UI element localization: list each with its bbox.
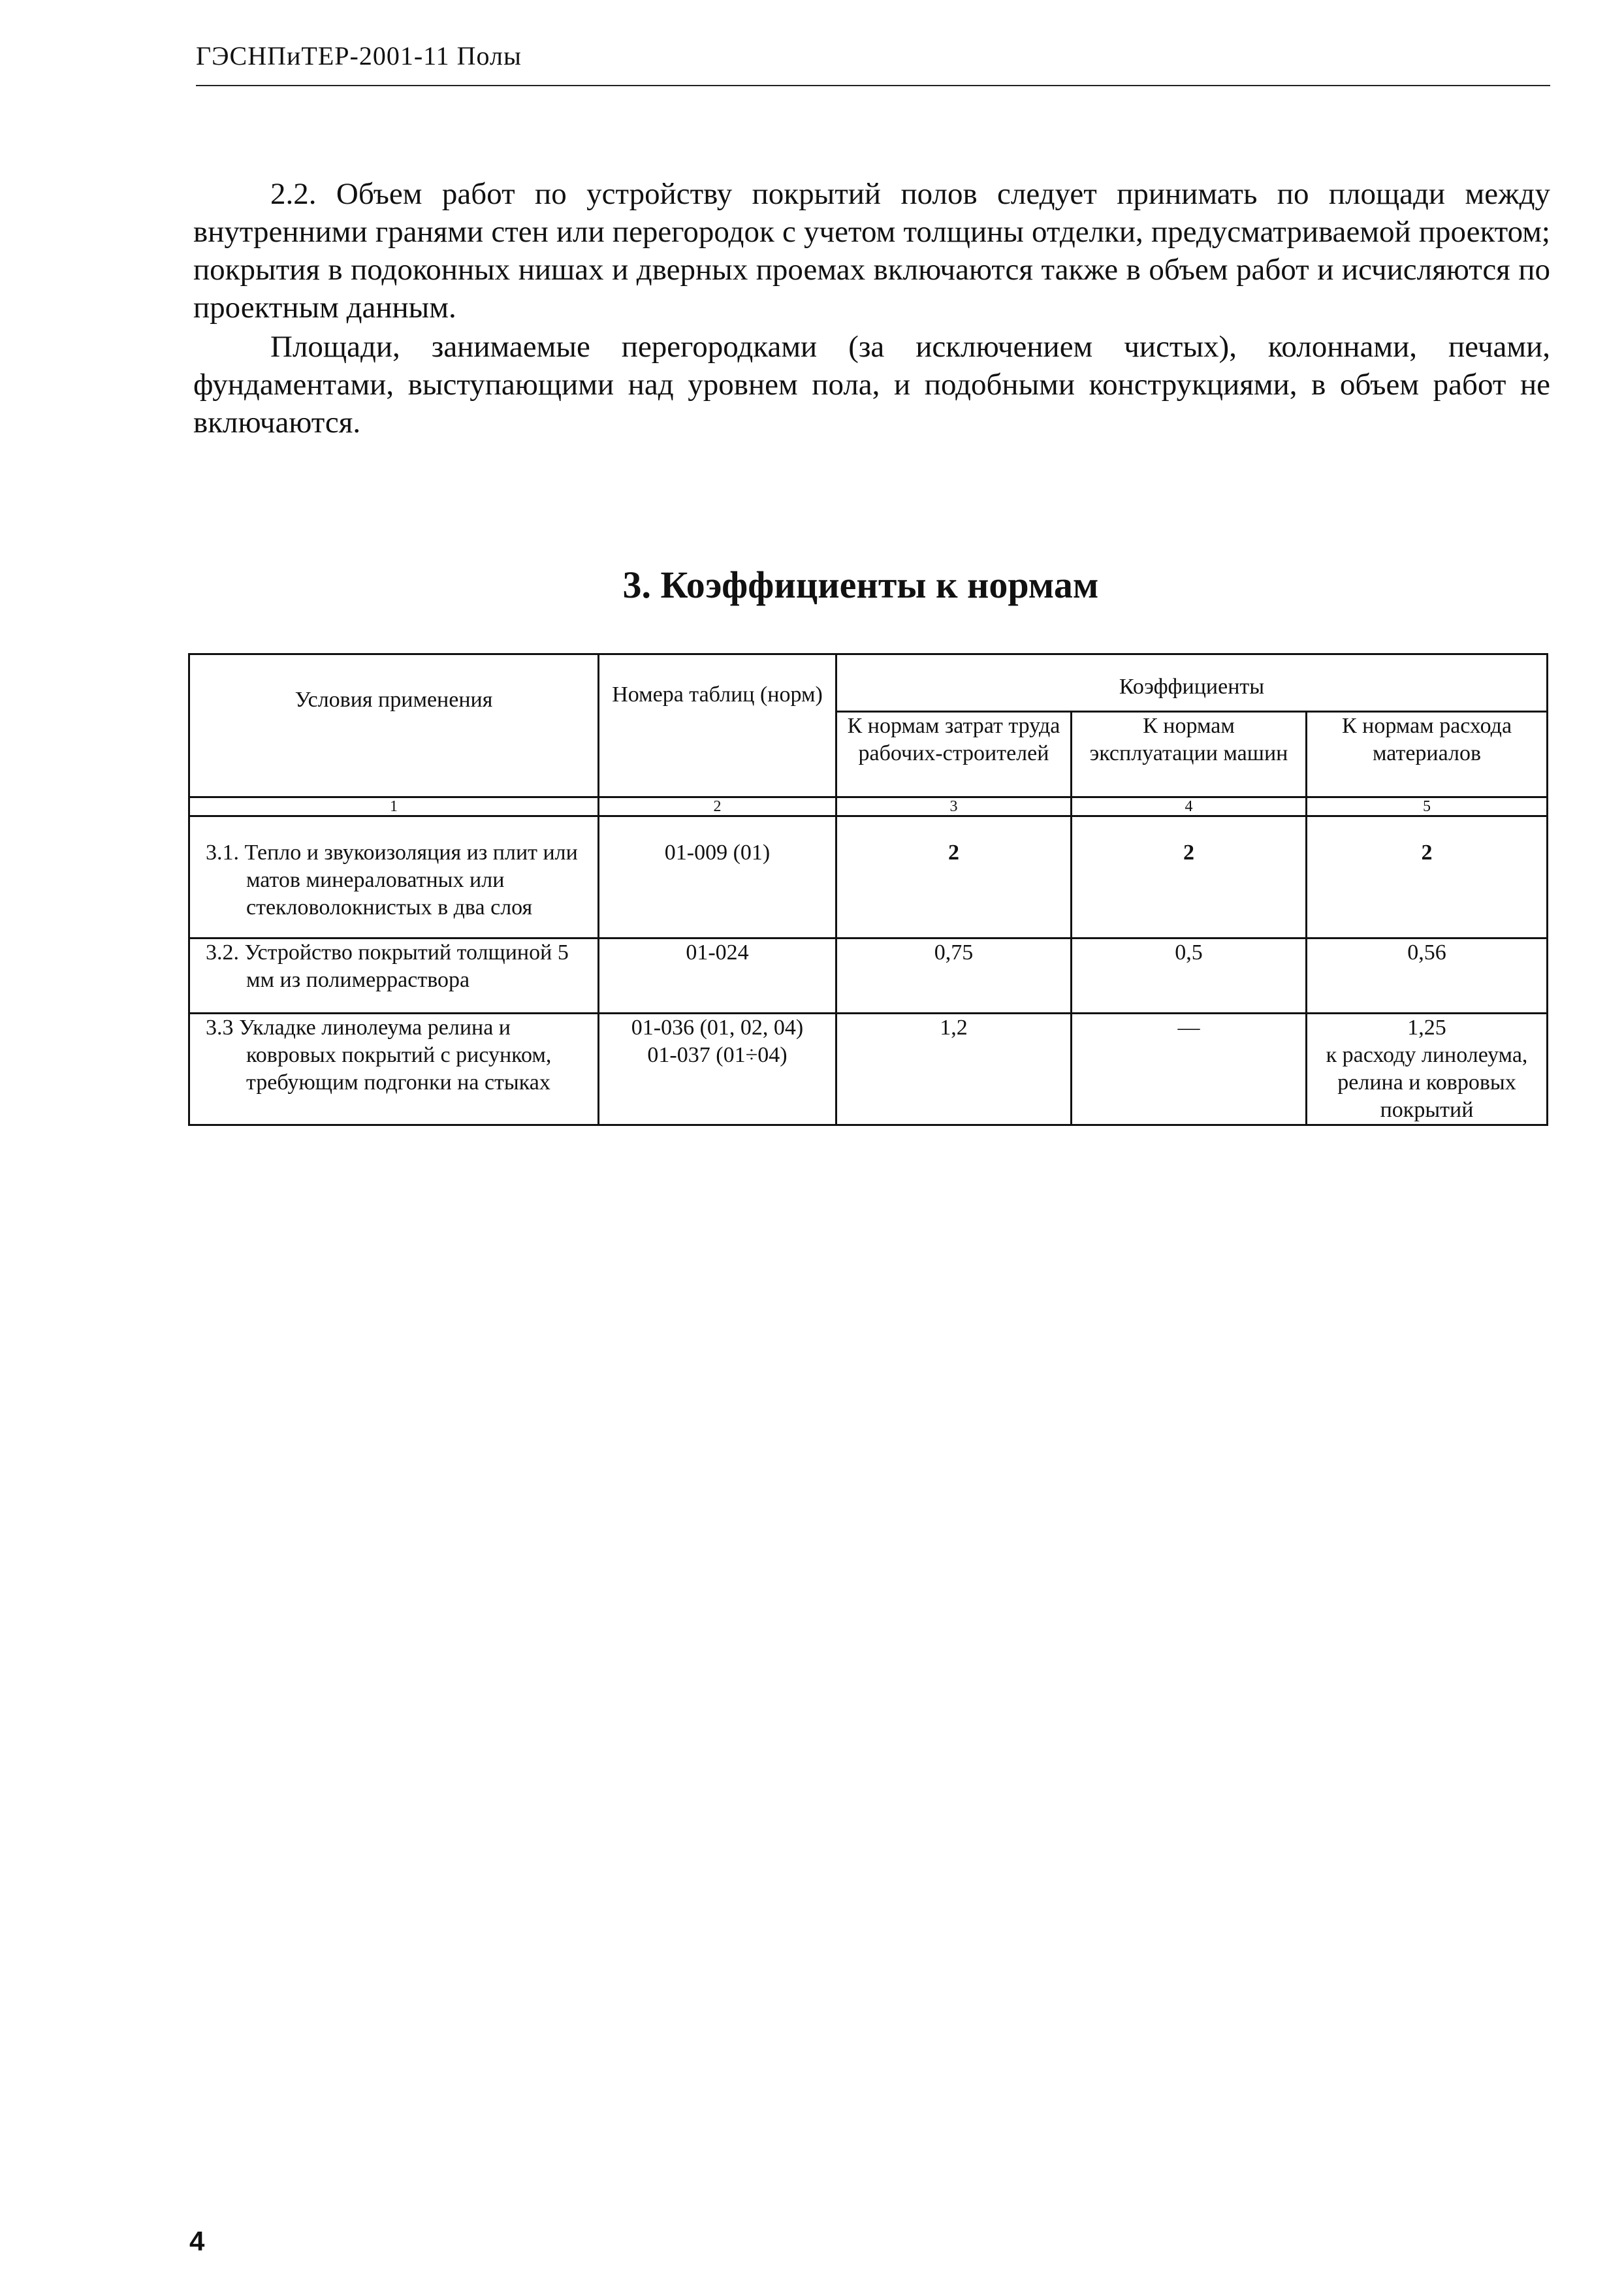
paragraph-areas (193, 328, 1550, 441)
header-machines: К нормам эксплуатации машин (1072, 712, 1307, 797)
row-materials-note: к расходу линолеума, релина и ковровых покрытий (1326, 1043, 1528, 1122)
row-condition (189, 938, 599, 1014)
page-number: 4 (189, 2226, 205, 2256)
column-number: 5 (1307, 797, 1548, 816)
row-machines: — (1072, 1014, 1307, 1125)
column-number: 3 (836, 797, 1072, 816)
header-table-numbers: Номера таблиц (норм) (599, 654, 836, 797)
section-title: 3. Коэффициенты к нормам (622, 564, 1099, 606)
column-number: 4 (1072, 797, 1307, 816)
row-tables-line: 01-037 (01÷04) (647, 1043, 788, 1067)
row-condition-text: 3.1. Тепло и звукоизоляция из плит или матов минераловатных или стекловолокнистых в два слоя (206, 841, 578, 920)
column-number: 2 (599, 797, 836, 816)
paragraph-text: 2.2. Объем работ по устройству покрытий полов следует принимать по площади между внутренними гранями стен или перегородок с учетом толщины отделки, предусматриваемой проектом; покрытия в подоконных нишах и дверных проемах включаются также в объем работ и исчисляются по проектным данным. (193, 177, 1550, 325)
header-labor: К нормам затрат труда рабочих-строителей (836, 712, 1072, 797)
row-materials-value: 1,25 (1407, 1016, 1446, 1040)
row-materials: 0,56 (1307, 938, 1548, 1014)
row-tables: 01-024 (599, 938, 836, 1014)
table-row (189, 938, 1548, 1014)
row-tables-line: 01-036 (01, 02, 04) (631, 1016, 804, 1040)
coefficients-table (188, 653, 1548, 1126)
header-materials: К нормам расхода материалов (1307, 712, 1548, 797)
paragraph-text: Площади, занимаемые перегородками (за исключением чистых), колоннами, печами, фундаментами, выступающими над уровнем пола, и подобными конструкциями, в объем работ не включаются. (193, 330, 1550, 440)
row-materials (1307, 1014, 1548, 1125)
running-head: ГЭСНПиТЕР-2001-11 Полы (196, 41, 522, 71)
row-machines: 2 (1072, 816, 1307, 938)
row-labor: 0,75 (836, 938, 1072, 1014)
table-row (189, 1014, 1548, 1125)
row-materials: 2 (1307, 816, 1548, 938)
column-number-row (189, 797, 1548, 816)
table-header-row (189, 654, 1548, 712)
row-condition-text: 3.3 Укладке линолеума релина и ковровых покрытий с рисунком, требующим подгонки на стыках (206, 1016, 552, 1095)
column-number: 1 (189, 797, 599, 816)
row-labor: 2 (836, 816, 1072, 938)
row-tables: 01-009 (01) (599, 816, 836, 938)
paragraph-2-2 (193, 175, 1550, 327)
row-tables (599, 1014, 836, 1125)
row-condition-text: 3.2. Устройство покрытий толщиной 5 мм из полимерраствора (206, 940, 569, 992)
row-machines: 0,5 (1072, 938, 1307, 1014)
row-condition (189, 816, 599, 938)
row-condition (189, 1014, 599, 1125)
header-conditions: Условия применения (189, 654, 599, 797)
table-row (189, 816, 1548, 938)
row-labor: 1,2 (836, 1014, 1072, 1125)
header-rule (196, 85, 1550, 86)
header-coefficients: Коэффициенты (836, 654, 1548, 712)
